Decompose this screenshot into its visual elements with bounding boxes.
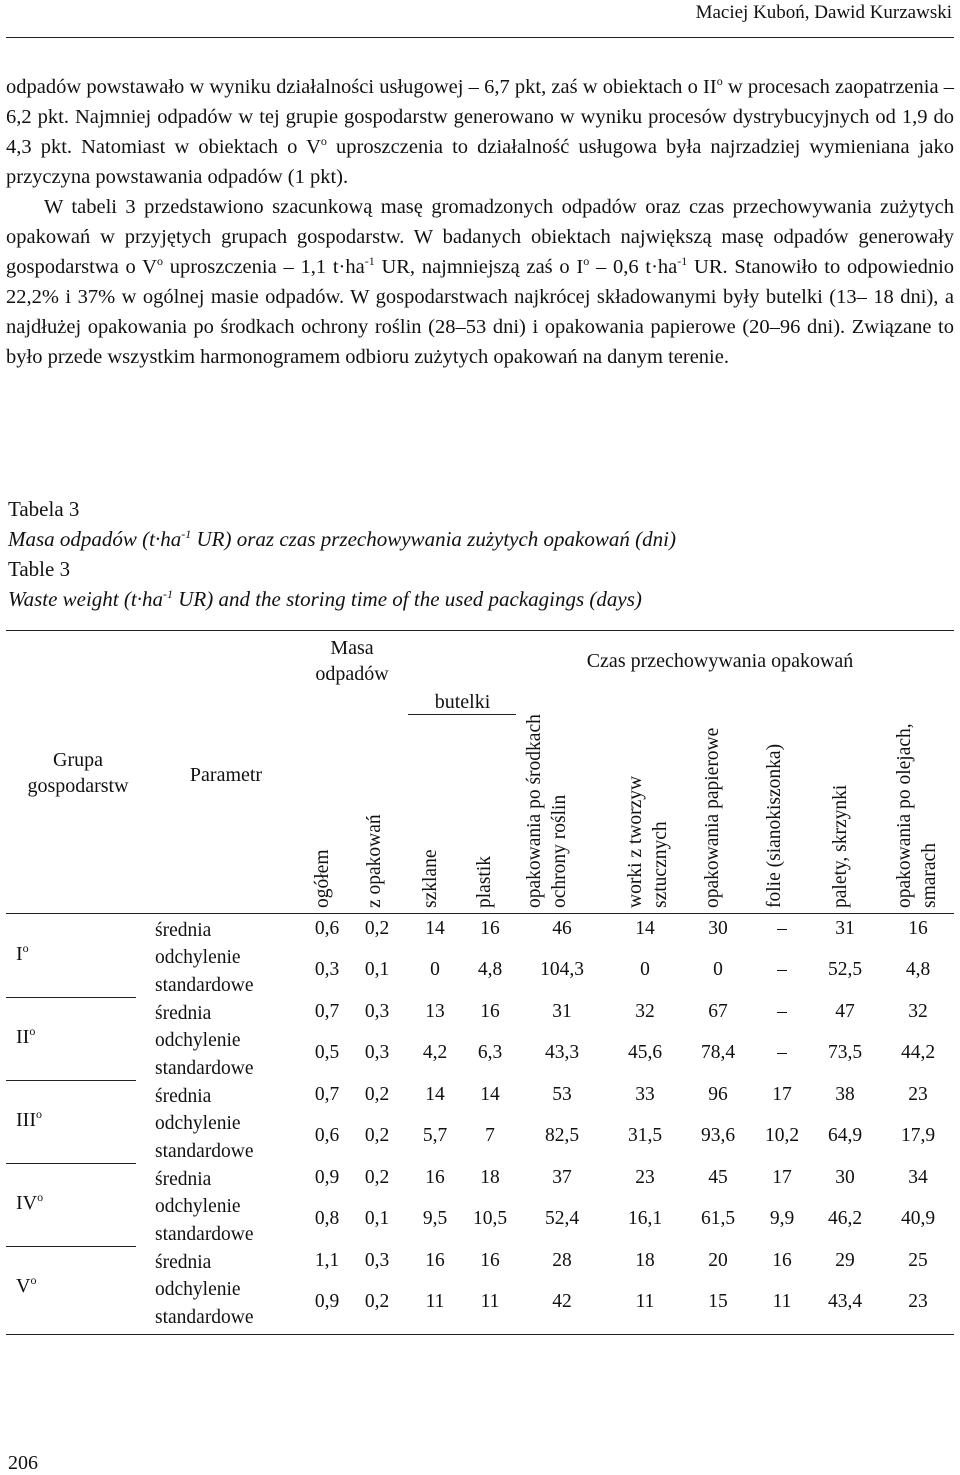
table-cell: 46 — [552, 918, 572, 939]
table-cell: 0,2 — [364, 1291, 390, 1312]
table-cell: 23 — [908, 1291, 928, 1312]
param-sd-label: odchylenie standardowe — [155, 947, 254, 996]
header-waste-mass: Masa odpadów — [315, 637, 389, 685]
table-cell: 67 — [708, 1001, 728, 1022]
table-cell: 14 — [480, 1084, 500, 1105]
table-cell: 13 — [425, 1001, 445, 1022]
table-cell: 16 — [480, 1001, 500, 1022]
table-cell: 4,8 — [477, 959, 503, 980]
param-sd-label: odchylenie standardowe — [155, 1279, 254, 1328]
param-mean-label: średnia — [155, 1003, 212, 1024]
table-cell: 0,7 — [314, 1001, 340, 1022]
header-storage-time: Czas przechowywania opakowań — [586, 650, 854, 672]
table-cell: 53 — [552, 1084, 572, 1105]
param-mean-label: średnia — [155, 1252, 212, 1273]
table-cell: 11 — [425, 1291, 445, 1312]
table-cell: 5,7 — [422, 1125, 448, 1146]
table-cell: 0,2 — [364, 1084, 390, 1105]
header-group: Grupa gospodarstw — [27, 749, 129, 797]
column-header: opakowania po olejach, smarach — [894, 723, 940, 908]
column-header: palety, skrzynki — [830, 784, 851, 908]
body-text — [6, 72, 954, 372]
header-parameter: Parametr — [189, 764, 263, 786]
param-sd-label: odchylenie standardowe — [155, 1196, 254, 1245]
table-cell: 37 — [552, 1167, 572, 1188]
table-cell: 73,5 — [827, 1042, 863, 1063]
table-cell: – — [777, 1042, 787, 1063]
table-cell: 31 — [552, 1001, 572, 1022]
table-cell: 0,9 — [314, 1291, 340, 1312]
column-header: worki z tworzyw sztucznych — [625, 775, 671, 908]
table-cell: 38 — [835, 1084, 855, 1105]
table-cell: 14 — [425, 1084, 445, 1105]
table-cell: 0,7 — [314, 1084, 340, 1105]
table-cell: 29 — [835, 1250, 855, 1271]
table-cell: 78,4 — [700, 1042, 736, 1063]
table-cell: 34 — [908, 1167, 928, 1188]
table-cell: 31 — [835, 918, 855, 939]
table-cell: 33 — [635, 1084, 655, 1105]
group-label: $V^o$ — [16, 1273, 37, 1297]
column-header: folie (sianokiszonka) — [764, 743, 785, 908]
table-cell: 10,5 — [472, 1208, 508, 1229]
table-cell: 0,1 — [364, 959, 390, 980]
table-cell: 15 — [708, 1291, 728, 1312]
table-cell: 16,1 — [627, 1208, 663, 1229]
table-cell: 17,9 — [900, 1125, 936, 1146]
table-cell: 45,6 — [627, 1042, 663, 1063]
param-mean-label: średnia — [155, 1169, 212, 1190]
table-cell: 17 — [772, 1167, 792, 1188]
table-cell: – — [777, 959, 787, 980]
table-cell: 0,9 — [314, 1167, 340, 1188]
table-cell: 18 — [635, 1250, 655, 1271]
table-cell: 28 — [552, 1250, 572, 1271]
column-header: opakowania po środkach ochrony roślin — [524, 714, 570, 908]
group-separator — [6, 1080, 136, 1081]
table-cell: 46,2 — [827, 1208, 863, 1229]
table-cell: 0,5 — [314, 1042, 340, 1063]
table-cell: 32 — [908, 1001, 928, 1022]
table-cell: 17 — [772, 1084, 792, 1105]
table-cell: 11 — [480, 1291, 500, 1312]
table-cell: 18 — [480, 1167, 500, 1188]
table-cell: 47 — [835, 1001, 855, 1022]
table-cell: 52,4 — [544, 1208, 580, 1229]
table-cell: 23 — [908, 1084, 928, 1105]
group-separator — [6, 1163, 136, 1164]
table-cell: 96 — [708, 1084, 728, 1105]
table-cell: 1,1 — [314, 1250, 340, 1271]
column-header: szklane — [420, 849, 441, 908]
table-cell: 0,1 — [364, 1208, 390, 1229]
table-cell: 0 — [713, 959, 723, 980]
table-cell: 16 — [480, 918, 500, 939]
table-cell: 0,6 — [314, 1125, 340, 1146]
table-cell: 4,8 — [905, 959, 931, 980]
group-separator — [6, 1246, 136, 1247]
param-sd-label: odchylenie standardowe — [155, 1030, 254, 1079]
table-cell: 45 — [708, 1167, 728, 1188]
table-cell: 0,3 — [314, 959, 340, 980]
group-separator — [6, 997, 136, 998]
group-label: $I^o$ — [16, 941, 29, 965]
table-cell: 82,5 — [544, 1125, 580, 1146]
table-cell: 40,9 — [900, 1208, 936, 1229]
table-cell: 11 — [635, 1291, 655, 1312]
header-bottles: butelki — [434, 691, 491, 713]
param-sd-label: odchylenie standardowe — [155, 1113, 254, 1162]
column-header: ogółem — [312, 849, 333, 908]
table-cell: 0,2 — [364, 1167, 390, 1188]
table-cell: 42 — [552, 1291, 572, 1312]
table-header-rule — [6, 913, 954, 914]
table-cell: 10,2 — [764, 1125, 800, 1146]
table-cell: – — [777, 1001, 787, 1022]
column-header: plastik — [474, 856, 495, 908]
table-cell: 16 — [480, 1250, 500, 1271]
table-cell: – — [777, 918, 787, 939]
table-cell: 16 — [425, 1167, 445, 1188]
table-cell: 9,5 — [422, 1208, 448, 1229]
table-cell: 23 — [635, 1167, 655, 1188]
table-cell: 11 — [772, 1291, 792, 1312]
table-cell: 6,3 — [477, 1042, 503, 1063]
table-cell: 0,6 — [314, 918, 340, 939]
table-cell: 32 — [635, 1001, 655, 1022]
table-cell: 0 — [640, 959, 650, 980]
table-cell: 0,3 — [364, 1042, 390, 1063]
table-cell: 0 — [430, 959, 440, 980]
column-header: z opakowań — [364, 814, 385, 908]
table-cell: 31,5 — [627, 1125, 663, 1146]
table-cell: 14 — [635, 918, 655, 939]
table-cell: 4,2 — [422, 1042, 448, 1063]
group-label: $II^o$ — [16, 1024, 36, 1048]
param-mean-label: średnia — [155, 1086, 212, 1107]
table-cell: 0,2 — [364, 1125, 390, 1146]
table-cell: 16 — [772, 1250, 792, 1271]
table-cell: 9,9 — [769, 1208, 795, 1229]
table-cell: 64,9 — [827, 1125, 863, 1146]
table-cell: 14 — [425, 918, 445, 939]
group-label: $IV^o$ — [16, 1190, 44, 1214]
paragraph-1: odpadów powstawało w wyniku działalności usługowej – 6,7 pkt, zaś w obiektach o $II^o$ w procesach zaopatrzenia – 6,2 pkt. Najmniej odpadów w tej grupie gospodarstw generowano w wyniku procesów dystrybucyjnych od 1,9 do 4,3 pkt. Natomiast w obiektach o $V^o$ uproszczenia to działalność usługowa była najrzadziej wymieniana jako przyczyna powstawania odpadów (1 pkt). — [6, 74, 954, 188]
page-number: 206 — [8, 1452, 38, 1474]
running-header-authors: Maciej Kuboń, Dawid Kurzawski — [695, 2, 952, 23]
table-cell: 30 — [708, 918, 728, 939]
table-cell: 25 — [908, 1250, 928, 1271]
table-label-pl: Tabela 3 — [8, 497, 80, 521]
header-rule — [6, 37, 954, 38]
table-cell: 52,5 — [827, 959, 863, 980]
table-cell: 61,5 — [700, 1208, 736, 1229]
table-cell: 93,6 — [700, 1125, 736, 1146]
table-cell: 7 — [485, 1125, 495, 1146]
table-cell: 43,4 — [827, 1291, 863, 1312]
table-title-pl: Masa odpadów ($t\cdot ha^{-1}$ UR) oraz czas przechowywania zużytych opakowań (dni) — [8, 527, 676, 551]
table-cell: 104,3 — [540, 959, 584, 980]
table-title-en: Waste weight ($t\cdot ha^{-1}$ UR) and the storing time of the used packagings (days) — [8, 587, 642, 611]
table-cell: 20 — [708, 1250, 728, 1271]
group-label: III$^o$ — [16, 1107, 42, 1131]
table-cell: 0,8 — [314, 1208, 340, 1229]
table-bottom-rule — [6, 1334, 954, 1335]
table-cell: 44,2 — [900, 1042, 936, 1063]
table-top-rule — [6, 630, 954, 631]
table-cell: 16 — [908, 918, 928, 939]
table-cell: 16 — [425, 1250, 445, 1271]
table-cell: 43,3 — [544, 1042, 580, 1063]
table-cell: 0,3 — [364, 1001, 390, 1022]
table-cell: 0,2 — [364, 918, 390, 939]
param-mean-label: średnia — [155, 920, 212, 941]
table-cell: 30 — [835, 1167, 855, 1188]
table-label-en: Table 3 — [8, 557, 71, 581]
column-header: opakowania papierowe — [702, 727, 723, 908]
table-cell: 0,3 — [364, 1250, 390, 1271]
paragraph-2: W tabeli 3 przedstawiono szacunkową masę gromadzonych odpadów oraz czas przechowywania zużytych opakowań w przyjętych grupach gospodarstw. W badanych obiektach największą masę odpadów generowały gospodarstwa o $V^o$ uproszczenia – 1,1 $t\cdot ha^{-1}$ UR, najmniejszą zaś o $I^o - 0,6$ $t\cdot ha^{-1}$ UR. Stanowiło to odpowiednio 22,2% i 37% w ogólnej masie odpadów. W gospodarstwach najkrócej składowanymi były butelki (13– 18 dni), a najdłużej opakowania po środkach ochrony roślin (28–53 dni) i opakowania papierowe (20–96 dni). Związane to było przede wszystkim harmonogramem odbioru zużytych opakowań na danym terenie. — [6, 196, 955, 368]
